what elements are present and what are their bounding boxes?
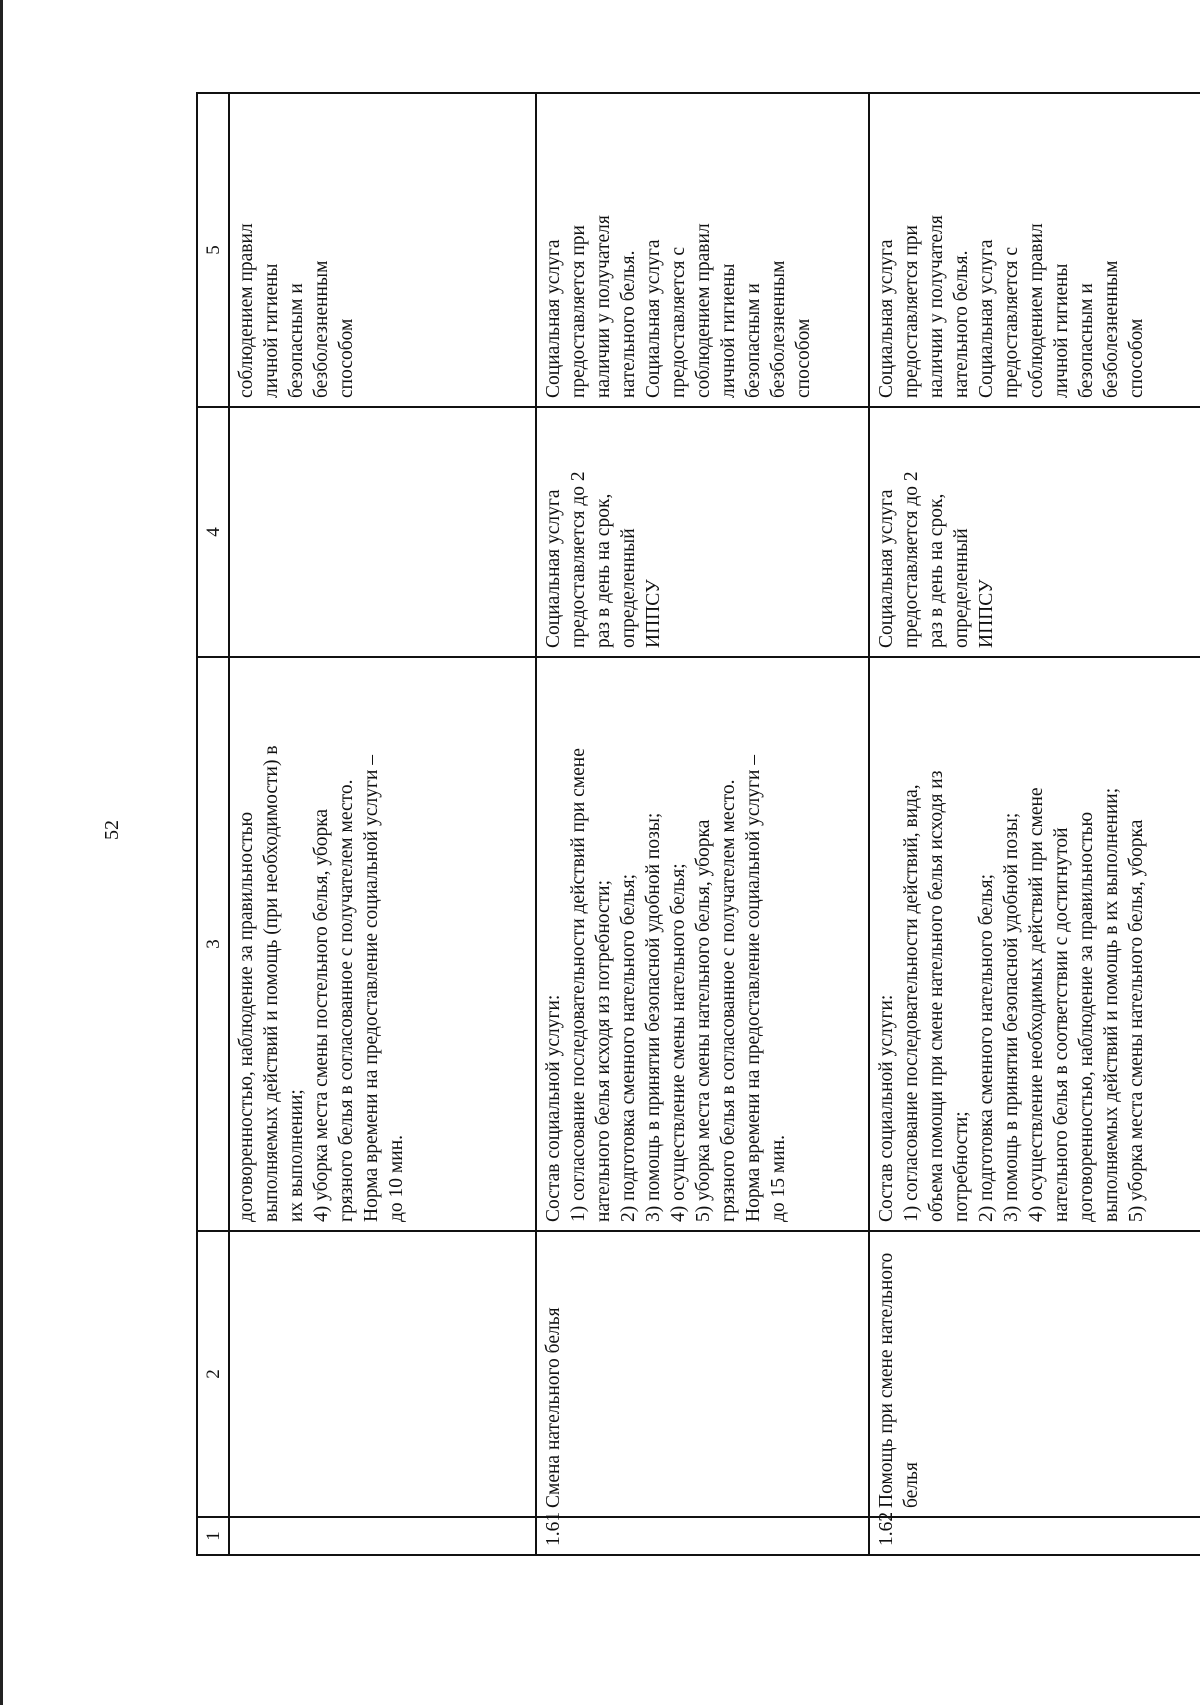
cell-text-line: 2) подготовка сменного нательного белья;: [975, 873, 997, 1222]
table-header-row: [197, 93, 229, 1555]
cell-conditions: [229, 93, 536, 407]
cell-text-line: соблюдением правил: [236, 223, 257, 398]
cell-text-line: Социальная услуга: [643, 239, 665, 398]
cell-conditions: [536, 93, 868, 407]
cell-text-line: предоставляется до 2: [568, 471, 590, 648]
cell-text-line: предоставляется при: [568, 225, 590, 398]
cell-text-line: ИППСУ: [643, 579, 665, 648]
cell-text-line: нательного белья в соответствии с достигнутой: [1050, 827, 1072, 1222]
cell-text-line: предоставляется с: [1000, 246, 1022, 398]
cell-text-line: наличии у получателя: [593, 215, 615, 398]
cell-text-line: определенный: [618, 528, 640, 648]
cell-text-line: способом: [336, 318, 357, 398]
cell-text-line: Состав социальной услуги:: [543, 994, 565, 1222]
table-row: [229, 93, 536, 1555]
cell-text-line: 3) помощь в принятии безопасной удобной позы;: [1000, 812, 1022, 1222]
cell-text-line: соблюдением правил: [1025, 223, 1047, 398]
cell-text-line: способом: [1125, 318, 1147, 398]
cell-text-line: Социальная услуга: [875, 489, 897, 648]
cell-text-line: личной гигиены: [1050, 263, 1072, 398]
cell-text-line: безболезненным: [1100, 260, 1122, 398]
table-row: [536, 93, 868, 1555]
cell-text-line: до 15 мин.: [768, 1134, 790, 1222]
cell-number: 1.61: [536, 1517, 868, 1555]
cell-text-line: Социальная услуга: [543, 489, 565, 648]
cell-text-line: безболезненным: [311, 260, 332, 398]
cell-text-line: 1) согласование последовательности действий при смене: [568, 748, 590, 1222]
cell-volume: [229, 407, 536, 657]
cell-text-line: безопасным и: [1075, 283, 1097, 398]
cell-text-line: выполняемых действий и помощь (при необходимости) в: [261, 745, 282, 1222]
cell-composition: [869, 657, 1200, 1231]
cell-text-line: потребности;: [950, 1111, 972, 1222]
cell-text-line: их выполнении;: [286, 1089, 307, 1222]
cell-volume: [536, 407, 868, 657]
header-col-2: 2: [197, 1231, 229, 1517]
cell-text-line: безопасным и: [743, 283, 765, 398]
cell-text-line: Социальная услуга: [543, 239, 565, 398]
header-col-5: 5: [197, 93, 229, 407]
cell-text-line: раз в день на срок,: [593, 493, 615, 648]
cell-text-line: предоставляется при: [900, 225, 922, 398]
cell-text-line: нательного белья.: [618, 250, 640, 398]
header-col-3: 3: [197, 657, 229, 1231]
cell-text-line: соблюдением правил: [693, 223, 715, 398]
cell-text-line: договоренностью, наблюдение за правильностью: [236, 811, 257, 1222]
cell-text-line: ИППСУ: [975, 579, 997, 648]
cell-text-line: Состав социальной услуги:: [875, 994, 897, 1222]
cell-text-line: договоренностью, наблюдение за правильностью: [1075, 811, 1097, 1222]
cell-text-line: выполняемых действий и помощь в их выполнении;: [1100, 787, 1122, 1222]
cell-composition: [229, 657, 536, 1231]
cell-text-line: 3) помощь в принятии безопасной удобной позы;: [643, 812, 665, 1222]
cell-text-line: способом: [793, 318, 815, 398]
cell-service-name: Смена нательного белья: [536, 1231, 868, 1517]
cell-text-line: безболезненным: [768, 260, 790, 398]
cell-text-line: 4) осуществление необходимых действий при смене: [1025, 787, 1047, 1222]
cell-service-name: [229, 1231, 536, 1517]
cell-volume: [869, 407, 1200, 657]
cell-text-line: до 10 мин.: [386, 1134, 407, 1222]
header-col-4: 4: [197, 407, 229, 657]
rotated-table-container: [196, 94, 1200, 1556]
table-row: [869, 93, 1200, 1555]
cell-text-line: грязного белья в согласованное с получателем место.: [336, 779, 357, 1222]
cell-text-line: объема помощи при смене нательного белья исходя из: [925, 770, 947, 1222]
header-col-1: 1: [197, 1517, 229, 1555]
cell-text-line: предоставляется до 2: [900, 471, 922, 648]
cell-text-line: наличии у получателя: [925, 215, 947, 398]
cell-text-line: 4) осуществление смены нательного белья;: [668, 863, 690, 1222]
cell-text-line: 5) уборка места смены нательного белья, уборка: [1125, 819, 1147, 1222]
cell-conditions: [869, 93, 1200, 407]
cell-text-line: личной гигиены: [718, 263, 740, 398]
cell-text-line: личной гигиены: [261, 263, 282, 398]
cell-text-line: предоставляется с: [668, 246, 690, 398]
cell-text-line: Норма времени на предоставление социальной услуги –: [361, 754, 382, 1222]
cell-text-line: 1) согласование последовательности действий, вида,: [900, 784, 922, 1222]
cell-text-line: определенный: [950, 528, 972, 648]
cell-text-line: нательного белья.: [950, 250, 972, 398]
cell-number: [229, 1517, 536, 1555]
cell-service-name: Помощь при смене нательного белья: [869, 1231, 1200, 1517]
scan-edge-line: [0, 0, 3, 1705]
services-table: [196, 92, 1200, 1556]
cell-text-line: 5) уборка места смены нательного белья, уборка: [693, 819, 715, 1222]
cell-text-line: Социальная услуга: [975, 239, 997, 398]
cell-text-line: 2) подготовка сменного нательного белья;: [618, 873, 640, 1222]
cell-text-line: Социальная услуга: [875, 239, 897, 398]
cell-number: 1.62: [869, 1517, 1200, 1555]
cell-text-line: нательного белья исходя из потребности;: [593, 879, 615, 1222]
cell-composition: [536, 657, 868, 1231]
page-number: 52: [101, 820, 123, 840]
cell-text-line: Норма времени на предоставление социальной услуги –: [743, 754, 765, 1222]
cell-text-line: 4) уборка места смены постельного белья, уборка: [311, 808, 332, 1222]
cell-text-line: раз в день на срок,: [925, 493, 947, 648]
cell-text-line: грязного белья в согласованное с получателем место.: [718, 779, 740, 1222]
cell-text-line: безопасным и: [286, 283, 307, 398]
